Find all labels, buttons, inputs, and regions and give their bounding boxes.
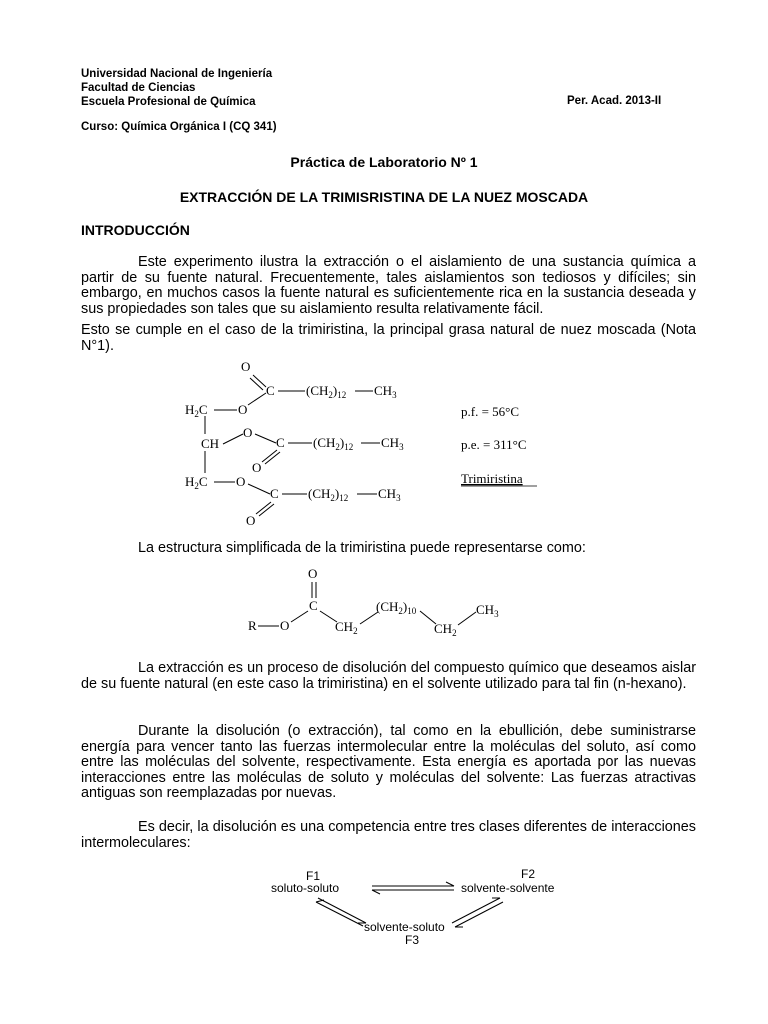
simplified-caption: La estructura simplificada de la trimiristina puede representarse como: <box>138 540 586 556</box>
svg-text:CH3: $CH_3$ <box>476 602 499 619</box>
carbon-2: C <box>276 435 285 450</box>
svg-text:CH3: $CH_3$ <box>374 383 397 400</box>
practice-title: Práctica de Laboratorio Nº 1 <box>290 154 478 170</box>
svg-text:H2C: $H_2C$ <box>185 474 208 491</box>
solvente-solvente-label: solvente-solvente <box>461 881 555 895</box>
carbonyl-oxygen-2: O <box>252 460 262 475</box>
extraction-paragraph: La extracción es un proceso de disolución del compuesto químico que deseamos aislar de su fuente natural (en este caso la trimiristina) en el solvente utilizado para tal fin (n-hexano). <box>81 660 696 692</box>
svg-text:(CH2)10: $(CH_2)_{10}$ <box>376 599 417 616</box>
ester-oxygen-3: O <box>236 474 246 489</box>
academic-period: Per. Acad. 2013-II <box>567 95 662 107</box>
boiling-point: p.e. = 311°C <box>461 437 527 452</box>
school-name: Escuela Profesional de Química <box>81 96 256 108</box>
solvente-soluto-label: solvente-soluto <box>364 920 445 934</box>
svg-text:(CH2)12: $(CH_2)_{12}$ <box>308 486 349 503</box>
simplified-ester-oxygen: O <box>280 618 290 633</box>
melting-point: p.f. = 56°C <box>461 404 520 419</box>
svg-text:(CH2)12: $(CH_2)_{12}$ <box>313 435 354 452</box>
svg-text:CH3: $CH_3$ <box>381 435 404 452</box>
intro-paragraph-1: Este experimento ilustra la extracción o el aislamiento de una sustancia química a partir de su fuente natural. Frecuentemente, tales aislamientos son tediosos y difíciles; sin embargo, en muchos casos la fuente natural es suficientemente rica en la sustancia deseada y sus propiedades son tales que su aislamiento resulta relativamente fácil. <box>81 254 696 317</box>
carbon-1: C <box>266 383 275 398</box>
r-group: R <box>248 618 257 633</box>
intro-paragraph-2: Esto se cumple en el caso de la trimiristina, la principal grasa natural de nuez moscada (Nota N°1). <box>81 322 696 354</box>
simplified-carbonyl-oxygen: O <box>308 566 318 581</box>
f2-label: F2 <box>521 867 536 881</box>
faculty-name: Facultad de Ciencias <box>81 82 196 94</box>
methine-ch: CH <box>201 436 220 451</box>
main-title: EXTRACCIÓN DE LA TRIMISRISTINA DE LA NUEZ MOSCADA <box>179 189 589 205</box>
ester-oxygen-2: O <box>243 425 253 440</box>
svg-text:(CH2)12: $(CH_2)_{12}$ <box>306 383 347 400</box>
university-name: Universidad Nacional de Ingeniería <box>81 68 273 80</box>
section-heading-intro: INTRODUCCIÓN <box>81 222 190 238</box>
svg-text:H2C: $H_2C$ <box>185 402 208 419</box>
ester-oxygen-1: O <box>238 402 248 417</box>
soluto-soluto-label: soluto-soluto <box>271 881 340 895</box>
svg-text:CH2: $CH_2$ <box>335 619 358 636</box>
f3-label: F3 <box>405 933 420 947</box>
competition-paragraph: Es decir, la disolución es una competencia entre tres clases diferentes de interacciones intermoleculares: <box>81 819 696 851</box>
compound-name: Trimiristina <box>461 471 523 486</box>
carbon-3: C <box>270 486 279 501</box>
f1-label: F1 <box>306 869 321 883</box>
course-name: Curso: Química Orgánica I (CQ 341) <box>81 121 277 133</box>
svg-text:CH3: $CH_3$ <box>378 486 401 503</box>
carbonyl-oxygen-1: O <box>241 359 251 374</box>
carbonyl-oxygen-3: O <box>246 513 256 528</box>
simplified-carbon: C <box>309 598 318 613</box>
dissolution-paragraph: Durante la disolución (o extracción), tal como en la ebullición, debe suministrarse energía para vencer tanto las fuerzas intermolecular entre la moléculas del soluto, así como entre las moléculas del solvente, respectivamente. Esta energía es aportada por las nuevas interacciones entre las moléculas de soluto y moléculas del solvente: Las fuerzas atractivas antiguas son reemplazadas por nuevas. <box>81 723 696 802</box>
svg-text:CH2: $CH_2$ <box>434 621 457 638</box>
